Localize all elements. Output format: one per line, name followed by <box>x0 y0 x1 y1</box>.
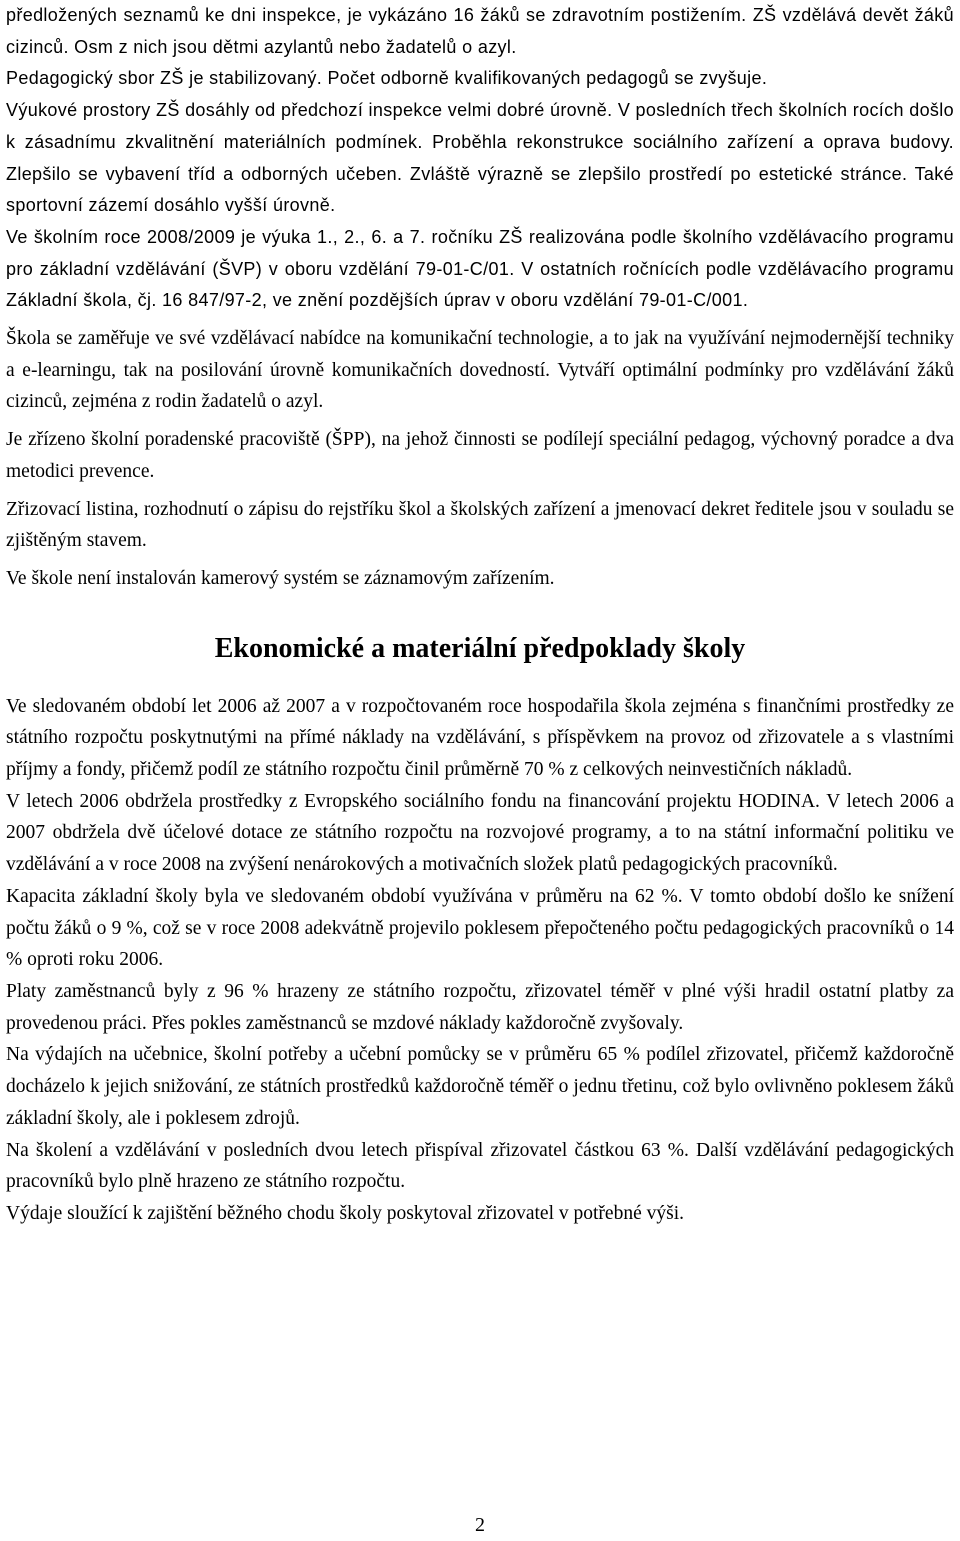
document-page <box>6 0 954 1230</box>
paragraph-grants: V letech 2006 obdržela prostředky z Evropského sociálního fondu na financování projektu HODINA. V letech 2006 a 2007 obdržela dvě účelové dotace ze státního rozpočtu na rozvojové programy, a to na státní informační politiku ve vzdělávání a v roce 2008 na zvýšení nenárokových a motivačních složek platů pedagogických pracovníků. <box>6 790 954 876</box>
paragraph-training: Na školení a vzdělávání v posledních dvou letech přispíval zřizovatel částkou 63 %. Další vzdělávání pedagogických pracovníků bylo plně hrazeno ze státního rozpočtu. <box>6 1139 954 1193</box>
paragraph-salaries: Platy zaměstnanců byly z 96 % hrazeny ze státního rozpočtu, zřizovatel téměř v plné výši hradil ostatní platby za provedenou práci. Přes pokles zaměstnanců se mzdové náklady každoročně zvyšovaly. <box>6 980 954 1034</box>
page-number: 2 <box>475 1514 485 1536</box>
paragraph-camera-system: Ve škole není instalován kamerový systém se záznamovým zařízením. <box>6 567 555 589</box>
paragraph-focus: Škola se zaměřuje ve své vzdělávací nabídce na komunikační technologie, a to jak na využívání nejmodernější techniky a e-learningu, tak na posilování úrovně komunikačních dovedností. Vytváří optimální podmínky pro vzdělávání žáků cizinců, zejména z rodin žadatelů o azyl. <box>6 328 954 413</box>
paragraph-funding: Ve sledovaném období let 2006 až 2007 a v rozpočtovaném roce hospodařila škola zejména s finančními prostředky ze státního rozpočtu poskytnutými na přímé náklady na vzdělávání, s příspěvkem na provoz od zřizovatele a s vlastními příjmy a fondy, přičemž podíl ze státního rozpočtu činil průměrně 70 % z celkových neinvestičních nákladů. <box>6 695 954 781</box>
paragraph-capacity: Kapacita základní školy byla ve sledovaném období využívána v průměru na 62 %. V tomto období došlo ke snížení počtu žáků o 9 %, což se v roce 2008 adekvátně projevilo poklesem přepočteného počtu pedagogických pracovníků o 14 % oproti roku 2006. <box>6 885 954 971</box>
paragraph-staff: Pedagogický sbor ZŠ je stabilizovaný. Počet odborně kvalifikovaných pedagogů se zvyšuje. <box>6 68 768 89</box>
paragraph-premises: Výukové prostory ZŠ dosáhly od předchozí inspekce velmi dobré úrovně. V posledních třech školních rocích došlo k zásadnímu zkvalitnění materiálních podmínek. Proběhla rekonstrukce sociálního zařízení a oprava budovy. Zlepšilo se vybavení tříd a odborných učeben. Zvláště výrazně se zlepšilo prostředí po estetické stránce. Také sportovní zázemí dosáhlo vyšší úrovně. <box>6 100 954 216</box>
paragraph-operating-costs: Výdaje sloužící k zajištění běžného chodu školy poskytoval zřizovatel v potřebné výši. <box>6 1202 684 1224</box>
paragraph-students: předložených seznamů ke dni inspekce, je vykázáno 16 žáků se zdravotním postižením. ZŠ vzdělává devět žáků cizinců. Osm z nich jsou dětmi azylantů nebo žadatelů o azyl. <box>6 5 954 57</box>
paragraph-counselling: Je zřízeno školní poradenské pracoviště (ŠPP), na jehož činnosti se podílejí speciální pedagog, výchovný poradce a dva metodici prevence. <box>6 429 954 482</box>
section-heading: Ekonomické a materiální předpoklady školy <box>214 632 746 664</box>
paragraph-curriculum: Ve školním roce 2008/2009 je výuka 1., 2., 6. a 7. ročníku ZŠ realizována podle školního vzdělávacího programu pro základní vzdělávání (ŠVP) v oboru vzdělání 79-01-C/01. V ostatních ročnících podle vzdělávacího programu Základní škola, čj. 16 847/97-2, ve znění pozdějších úprav v oboru vzdělání 79-01-C/001. <box>6 226 954 311</box>
paragraph-textbooks: Na výdajích na učebnice, školní potřeby a učební pomůcky se v průměru 65 % podílel zřizovatel, přičemž každoročně docházelo k jejich snižování, ze státních prostředků každoročně téměř o jednu třetinu, což bylo ovlivněno poklesem žáků základní školy, ale i poklesem zdrojů. <box>6 1044 954 1129</box>
paragraph-founding-documents: Zřizovací listina, rozhodnutí o zápisu do rejstříku škol a školských zařízení a jmenovací dekret ředitele jsou v souladu se zjištěným stavem. <box>6 498 954 552</box>
